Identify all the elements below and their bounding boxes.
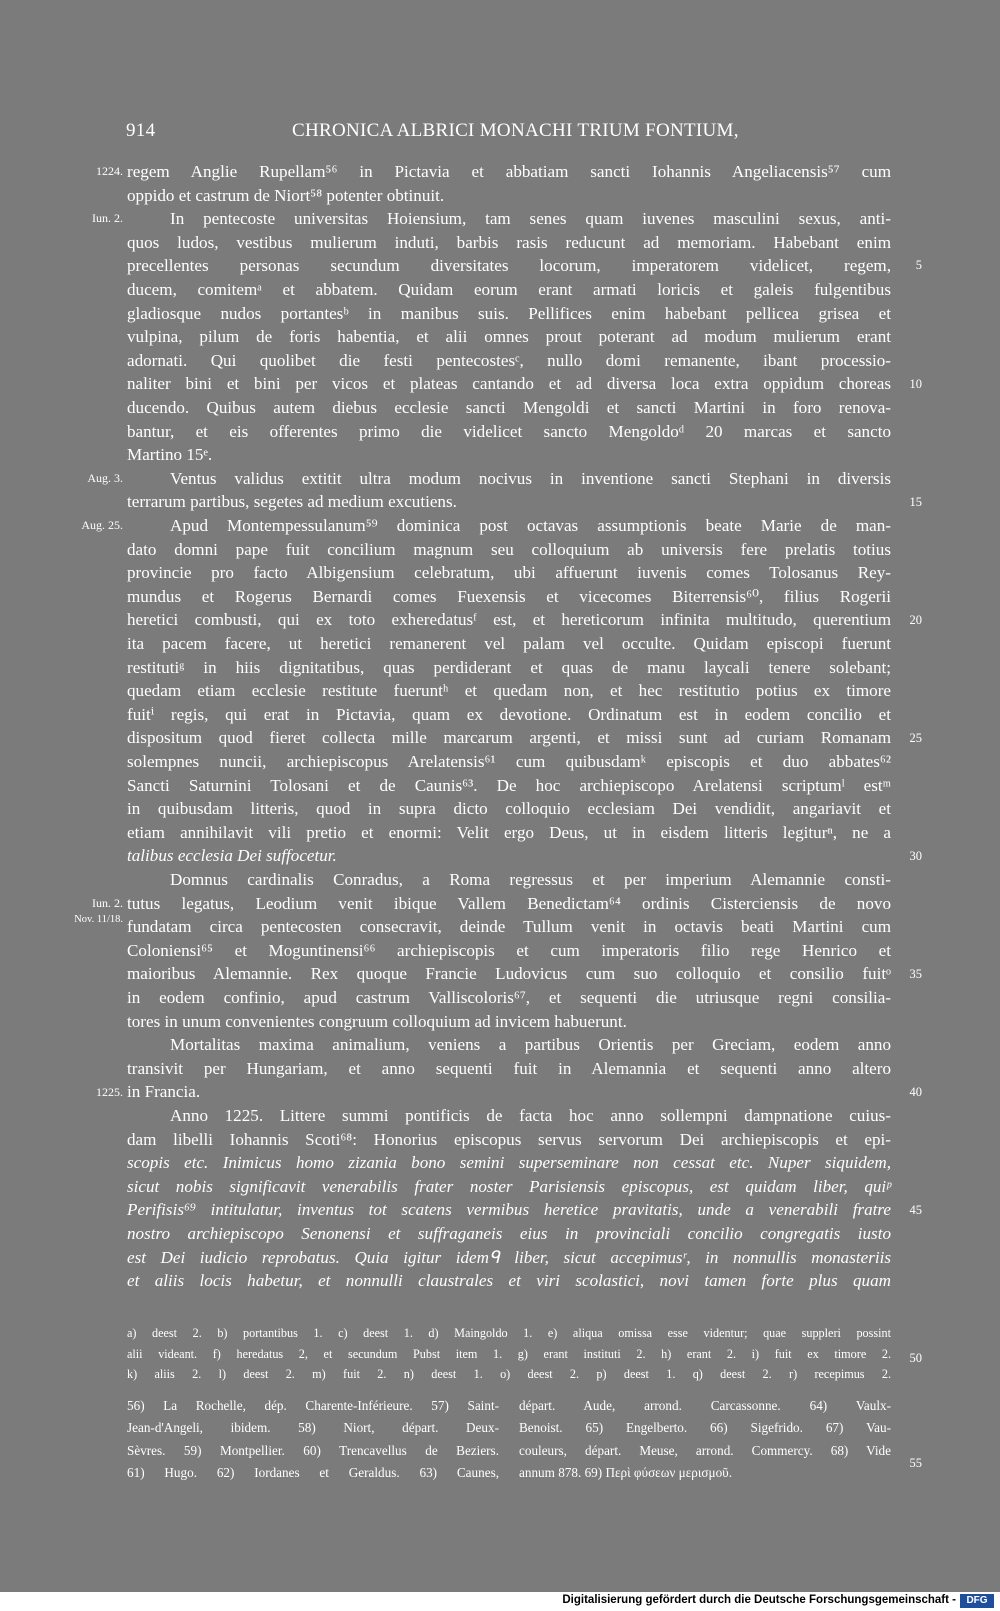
text-line: In pentecoste universitas Hoiensium, tam senes quam iuvenes masculini sexus, anti- bbox=[170, 209, 891, 229]
note-line: 56) La Rochelle, dép. Charente-Inférieure. 57) Saint- bbox=[127, 1398, 499, 1413]
note-line: Sèvres. 59) Montpellier. 60) Trencavellus de Beziers. bbox=[127, 1442, 499, 1458]
text-line: terrarum partibus, segetes ad medium excutiens. bbox=[127, 492, 457, 512]
line-number: 50 bbox=[909, 1351, 922, 1365]
text-line: nostro archiepiscopo Senonensi et suffraganeis eius in provinciali concilio congregatis iusto bbox=[127, 1224, 891, 1243]
text-line: fuitⁱ regis, qui erat in Pictavia, quam ex devotione. Ordinatum est in eodem concilio et bbox=[127, 704, 891, 724]
text-line: ducem, comitemᵃ et abbatem. Quidam eorum erant armati loricis et galeis fulgentibus bbox=[127, 280, 891, 299]
line-number: 35 bbox=[909, 967, 922, 981]
text-line: dato domni pape fuit concilium magnum seu colloquium ab universis fere prelatis totius bbox=[127, 539, 891, 559]
text-line: Sancti Saturnini Tolosani et de Caunis⁶³. De hoc archiepiscopo Arelatensi scriptumˡ estᵐ bbox=[127, 775, 891, 795]
text-line: provincie pro facto Albigensium celebratum, ubi affuerunt iuvenis comes Tolosanus Rey- bbox=[127, 563, 891, 583]
text-line: est Dei iudicio reprobatus. Quia igitur idemᑫ liber, sicut accepimusʳ, in nonnullis monasteriis bbox=[127, 1247, 891, 1267]
margin-date: Iun. 2. bbox=[92, 211, 123, 225]
line-number: 55 bbox=[909, 1456, 922, 1470]
notes-column-left bbox=[127, 1395, 499, 1484]
margin-date: Iun. 2. bbox=[92, 896, 123, 910]
margin-date: 1224. bbox=[96, 164, 123, 178]
text-line: Domnus cardinalis Conradus, a Roma regressus et per imperium Alemannie consti- bbox=[170, 870, 891, 889]
text-line: etiam annihilavit vili pretio et enormi: Velit ergo Deus, ut in eisdem litteris legiturⁿ, ne a bbox=[127, 822, 891, 842]
text-line: ducendo. Quibus autem diebus ecclesie sancti Mengoldi et sancti Martini in foro renova- bbox=[127, 398, 891, 417]
text-line: vulpina, pilum de foris habentia, et alii omnes prout poterant ad modum mulierum erant bbox=[127, 327, 891, 347]
line-number: 40 bbox=[909, 1085, 922, 1099]
text-line: quedam etiam ecclesie restitute fueruntʰ et quedam non, et hec restitutio potius ex timore bbox=[127, 681, 891, 701]
text-line: dam libelli Iohannis Scoti⁶⁸: Honorius episcopus servus servorum Dei archiepiscopis et epi- bbox=[127, 1129, 891, 1149]
margin-date: 1225. bbox=[96, 1085, 123, 1099]
text-line: maioribus Alemannie. Rex quoque Francie Ludovicus cum suo colloquio et consilio fuitᵒ bbox=[127, 964, 891, 984]
line-number: 20 bbox=[909, 613, 922, 627]
margin-date: Aug. 25. bbox=[81, 518, 123, 532]
text-line: oppido et castrum de Niort⁵⁸ potenter obtinuit. bbox=[127, 185, 445, 205]
note-line: annum 878. 69) Περὶ φύσεων μερισμοῦ. bbox=[519, 1464, 732, 1480]
text-line: dispositum quod fieret collecta mille marcarum argenti, et missi sunt ad curiam Romanam bbox=[127, 728, 891, 748]
line-number: 25 bbox=[909, 731, 922, 745]
text-line: Martino 15ᵉ. bbox=[127, 445, 213, 465]
line-number: 30 bbox=[909, 849, 922, 863]
line-number: 15 bbox=[909, 495, 922, 509]
line-number: 45 bbox=[909, 1203, 922, 1217]
text-line: sicut nobis significavit venerabilis frater noster Parisiensis episcopus, est quidam liber, quiᵖ bbox=[127, 1176, 891, 1196]
text-line: naliter bini et bini per vicos et plateas cantando et ad diversa loca extra oppidum choreas bbox=[127, 374, 891, 394]
line-number: 10 bbox=[909, 377, 922, 391]
dfg-logo: DFG bbox=[960, 1594, 994, 1608]
text-line: bantur, et eis offerentes primo die videlicet sancto Mengoldoᵈ 20 marcas et sancto bbox=[127, 421, 891, 441]
credit-bar bbox=[0, 1592, 1000, 1611]
text-line: transivit per Hungariam, et anno sequenti fuit in Alemannia et sequenti anno altero bbox=[127, 1058, 891, 1078]
funding-credit: Digitalisierung gefördert durch die Deutsche Forschungsgemeinschaft - bbox=[562, 1594, 956, 1606]
text-line: solempnes nuncii, archiepiscopus Arelatensis⁶¹ cum quibusdamᵏ episcopis et duo abbates⁶² bbox=[127, 752, 891, 771]
text-line: Coloniensi⁶⁵ et Moguntinensi⁶⁶ archiepiscopis et cum imperatoris filio rege Henrico et bbox=[127, 940, 891, 960]
text-line: Anno 1225. Littere summi pontificis de facta hoc anno sollempni dampnatione cuius- bbox=[170, 1106, 891, 1125]
running-title: CHRONICA ALBRICI MONACHI TRIUM FONTIUM, bbox=[292, 120, 739, 141]
text-line: scopis etc. Inimicus homo zizania bono semini superseminare non cessat etc. Nuper siquidem, bbox=[127, 1153, 891, 1173]
margin-date: Nov. 11/18. bbox=[74, 914, 123, 925]
text-line: Apud Montempessulanum⁵⁹ dominica post octavas assumptionis beate Marie de man- bbox=[170, 516, 891, 535]
text-line: talibus ecclesia Dei suffocetur. bbox=[127, 846, 337, 866]
text-line: Mortalitas maxima animalium, veniens a partibus Orientis per Greciam, eodem anno bbox=[170, 1035, 891, 1055]
text-line: tutus legatus, Leodium venit ibique Vallem Benedictam⁶⁴ ordinis Cisterciensis de novo bbox=[127, 893, 891, 913]
text-line: mundus et Rogerus Bernardi comes Fuexensis et vicecomes Biterrensis⁶⁰, filius Rogerii bbox=[127, 586, 891, 606]
note-line: 61) Hugo. 62) Iordanes et Geraldus. 63) Caunes, bbox=[127, 1464, 499, 1480]
text-line: restitutiᵍ in hiis dignitatibus, quas perdiderant et quas de manu laycali tenere solebant; bbox=[127, 657, 891, 677]
text-line: in Francia. bbox=[127, 1082, 201, 1102]
text-line: in eodem confinio, apud castrum Valliscoloris⁶⁷, et sequenti die utriusque regni consilia- bbox=[127, 988, 891, 1007]
note-line: Jean-d'Angeli, ibidem. 58) Niort, départ. Deux- bbox=[127, 1420, 499, 1436]
note-line: couleurs, départ. Meuse, arrond. Commercy. 68) Vide bbox=[519, 1442, 891, 1458]
text-line: heretici combusti, qui ex toto exheredatusᶠ est, et hereticorum infinita multitudo, querentium bbox=[127, 610, 891, 630]
text-line: regem Anglie Rupellam⁵⁶ in Pictavia et abbatiam sancti Iohannis Angeliacensis⁵⁷ cum bbox=[127, 162, 891, 181]
text-line: tores in unum convenientes congruum colloquium ad invicem habuerunt. bbox=[127, 1011, 627, 1031]
text-line: Ventus validus extitit ultra modum nocivus in inventione sancti Stephani in diversis bbox=[170, 468, 891, 488]
apparatus-line: k) aliis 2. l) deest 2. m) fuit 2. n) deest 1. o) deest 2. p) deest 1. q) deest 2. r) recepimus 2. bbox=[127, 1367, 891, 1381]
notes-column-right bbox=[519, 1395, 891, 1484]
note-line: départ. Aude, arrond. Carcassonne. 64) Vaulx- bbox=[519, 1398, 891, 1413]
text-line: et aliis locis habetur, et nonnulli claustrales et viri scolastici, novi tamen forte plus quam bbox=[127, 1271, 891, 1291]
text-line: gladiosque nudos portantesᵇ in manibus suis. Pellifices enim habebant pellicea grisea et bbox=[127, 303, 891, 323]
apparatus-line: alii videant. f) heredatus 2, et secundum Pubst item 1. g) erant instituti 2. h) erant 2. i) fuit ex timore 2. bbox=[127, 1346, 891, 1361]
page-number: 914 bbox=[126, 120, 156, 141]
text-line: in quibusdam litteris, quod in supra dicto colloquio ecclesiam Dei vendidit, angariavit et bbox=[127, 799, 891, 819]
text-line: Perifisis⁶⁹ intitulatur, inventus tot scatens vermibus heretice pravitatis, unde a venerabili fratre bbox=[127, 1200, 891, 1220]
text-line: fundatam circa pentecosten consecravit, deinde Tullum venit in octavis beati Martini cum bbox=[127, 917, 891, 937]
note-line: Benoist. 65) Engelberto. 66) Sigefrido. 67) Vau- bbox=[519, 1420, 891, 1436]
text-line: quos ludos, vestibus mulierum induti, barbis rasis reducunt ad memoriam. Habebant enim bbox=[127, 232, 891, 252]
margin-date: Aug. 3. bbox=[87, 471, 123, 485]
apparatus-line: a) deest 2. b) portantibus 1. c) deest 1. d) Maingoldo 1. e) aliqua omissa esse videntur; quae suppleri possint bbox=[127, 1326, 891, 1340]
line-number: 5 bbox=[915, 258, 922, 272]
text-line: precellentes personas secundum diversitates locorum, imperatorem videlicet, regem, bbox=[127, 256, 891, 276]
text-line: adornati. Qui quolibet die festi pentecostesᶜ, nullo domi remanente, ibant processio- bbox=[127, 350, 891, 370]
text-line: ita pacem facere, ut heretici remanerent vel palam vel occulte. Quidam episcopi fuerunt bbox=[127, 634, 891, 653]
